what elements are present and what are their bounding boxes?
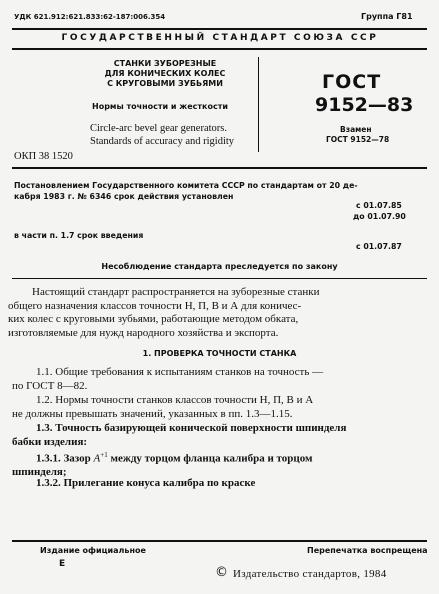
gap-symbol-superscript: +1: [100, 451, 108, 459]
item-1-3-1-rest: между торцом фланца калибра и торцом: [107, 452, 313, 465]
title-divider: [258, 57, 259, 152]
title-line-3: С КРУГОВЫМИ ЗУБЬЯМИ: [107, 79, 223, 88]
standard-title-en: [90, 123, 234, 148]
item-1-2-line-1: 1.2. Нормы точности станков классов точности Н, П, В и А: [36, 394, 314, 406]
item-1-3: [12, 422, 347, 449]
decree-section-date: с 01.07.87: [356, 242, 402, 251]
item-1-3-line-2: бабки изделия:: [12, 435, 88, 448]
header-rule-top: [12, 28, 427, 30]
copyright-icon: ©: [215, 565, 228, 580]
item-1-3-1: [12, 449, 313, 480]
item-1-3-2-line: 1.3.2. Прилегание конуса калибра по краске: [36, 477, 256, 489]
gap-symbol: A: [93, 452, 101, 465]
item-1-1-line-1: 1.1. Общие требования к испытаниям станков на точность —: [36, 366, 324, 378]
publisher-line: Издательство стандартов, 1984: [233, 568, 387, 580]
standard-subtitle-ru: Нормы точности и жесткости: [92, 102, 228, 111]
item-1-1: [12, 366, 324, 393]
intro-line-3: ких колес с круговыми зубьями, работающие методом обката,: [8, 313, 299, 325]
item-1-2-line-2: не должны превышать значений, указанных в пп. 1.3—1.15.: [12, 407, 293, 420]
replaces-value: ГОСТ 9152—78: [326, 135, 390, 144]
header-rule-bottom: [12, 48, 427, 50]
item-1-3-line-1: 1.3. Точность базирующей конической поверхности шпинделя: [36, 422, 347, 434]
item-1-3-1-line-2: шпинделя;: [12, 466, 67, 479]
intro-line-4: изготовляемые для нужд народного хозяйства и экспорта.: [8, 326, 279, 339]
udk-code: УДК 621.912:621.833:62-187:006.354: [14, 13, 166, 21]
decree-to-date: до 01.07.90: [353, 212, 406, 221]
intro-line-2: общего назначения классов точности Н, П, В и А для коничес-: [8, 299, 302, 312]
item-1-3-2: [36, 477, 255, 491]
edition-letter: Е: [59, 559, 66, 569]
legal-warning: Несоблюдение стандарта преследуется по закону: [101, 262, 338, 271]
okp-code: ОКП 38 1520: [14, 151, 73, 162]
item-1-2: [12, 394, 314, 421]
title-en-line-1: Circle-arc bevel gear generators.: [90, 123, 228, 134]
gost-number: 9152—83: [315, 94, 414, 116]
intro-paragraph: [8, 286, 320, 340]
standard-title-ru: [90, 59, 240, 89]
gost-label: ГОСТ: [322, 71, 382, 93]
title-rule-bottom: [12, 167, 427, 169]
decree-section-note: в части п. 1.7 срок введения: [14, 231, 144, 240]
decree-from-date: с 01.07.85: [356, 201, 402, 210]
reprint-label: Перепечатка воспрещена: [307, 546, 428, 555]
group-code: Группа Г81: [361, 12, 413, 21]
edition-label: Издание официальное: [40, 546, 146, 555]
section-1-heading: 1. ПРОВЕРКА ТОЧНОСТИ СТАНКА: [142, 349, 297, 358]
footer-rule: [12, 540, 427, 542]
decree-line-2: кабря 1983 г. № 6346 срок действия установлен: [14, 192, 234, 201]
state-standard-banner: ГОСУДАРСТВЕННЫЙ СТАНДАРТ СОЮЗА ССР: [61, 33, 379, 43]
intro-line-1: Настоящий стандарт распространяется на зуборезные станки: [32, 286, 320, 298]
item-1-3-1-line-1: [36, 449, 313, 466]
decree-line-1: Постановлением Государственного комитета СССР по стандартам от 20 де-: [14, 181, 358, 190]
item-1-1-line-2: по ГОСТ 8—82.: [12, 379, 88, 392]
decree-text: [14, 180, 358, 202]
title-line-1: СТАНКИ ЗУБОРЕЗНЫЕ: [113, 59, 217, 68]
warning-rule: [12, 278, 427, 279]
item-1-3-1-prefix: 1.3.1. Зазор: [36, 452, 94, 465]
replaces-label: Взамен: [340, 125, 372, 134]
title-en-line-2: Standards of accuracy and rigidity: [90, 135, 235, 147]
title-line-2: ДЛЯ КОНИЧЕСКИХ КОЛЕС: [104, 69, 226, 78]
